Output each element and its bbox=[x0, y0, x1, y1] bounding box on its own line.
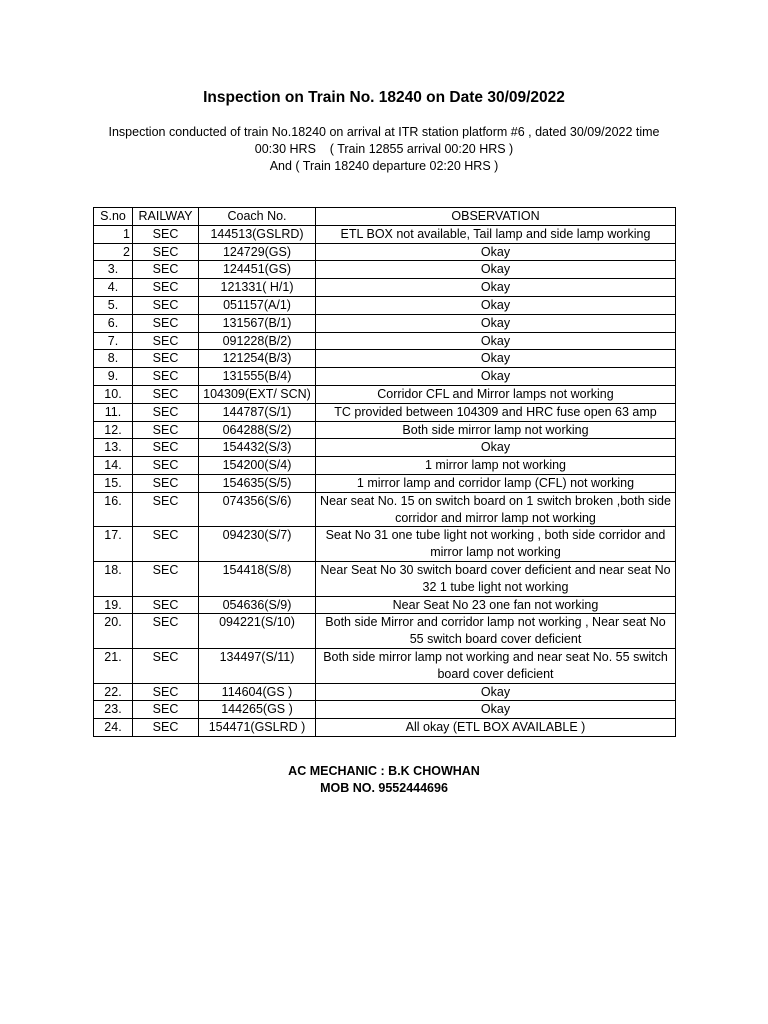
cell-railway: SEC bbox=[133, 648, 199, 683]
cell-railway: SEC bbox=[133, 614, 199, 649]
cell-railway: SEC bbox=[133, 596, 199, 614]
cell-coach-no: 064288(S/2) bbox=[199, 421, 316, 439]
document-title: Inspection on Train No. 18240 on Date 30/09/2022 bbox=[203, 89, 565, 106]
table-body bbox=[94, 225, 676, 736]
table-row bbox=[94, 421, 676, 439]
cell-observation: Near Seat No 30 switch board cover deficient and near seat No 32 1 tube light not working bbox=[316, 561, 676, 596]
cell-coach-no: 054636(S/9) bbox=[199, 596, 316, 614]
cell-coach-no: 124729(GS) bbox=[199, 243, 316, 261]
cell-sno: 22. bbox=[94, 683, 133, 701]
cell-coach-no: 131555(B/4) bbox=[199, 368, 316, 386]
cell-railway: SEC bbox=[133, 243, 199, 261]
cell-railway: SEC bbox=[133, 527, 199, 562]
cell-coach-no: 094230(S/7) bbox=[199, 527, 316, 562]
cell-sno: 8. bbox=[94, 350, 133, 368]
table-row bbox=[94, 314, 676, 332]
cell-sno: 18. bbox=[94, 561, 133, 596]
cell-observation: Corridor CFL and Mirror lamps not working bbox=[316, 385, 676, 403]
header-observation: OBSERVATION bbox=[316, 208, 676, 226]
table-row bbox=[94, 261, 676, 279]
table-header-row bbox=[94, 208, 676, 226]
cell-observation: Okay bbox=[316, 701, 676, 719]
cell-observation: Okay bbox=[316, 296, 676, 314]
cell-coach-no: 154200(S/4) bbox=[199, 457, 316, 475]
cell-observation: Okay bbox=[316, 683, 676, 701]
cell-railway: SEC bbox=[133, 683, 199, 701]
cell-coach-no: 091228(B/2) bbox=[199, 332, 316, 350]
cell-observation: Near Seat No 23 one fan not working bbox=[316, 596, 676, 614]
inspection-table bbox=[93, 207, 676, 737]
cell-sno: 16. bbox=[94, 492, 133, 527]
cell-coach-no: 154432(S/3) bbox=[199, 439, 316, 457]
intro-line-1: Inspection conducted of train No.18240 on arrival at ITR station platform #6 , dated 30/09/2022 time bbox=[108, 125, 660, 139]
cell-coach-no: 154635(S/5) bbox=[199, 474, 316, 492]
cell-railway: SEC bbox=[133, 474, 199, 492]
table-row bbox=[94, 457, 676, 475]
cell-railway: SEC bbox=[133, 332, 199, 350]
cell-railway: SEC bbox=[133, 403, 199, 421]
table-row bbox=[94, 368, 676, 386]
cell-observation: 1 mirror lamp and corridor lamp (CFL) not working bbox=[316, 474, 676, 492]
table-row bbox=[94, 225, 676, 243]
cell-observation: ETL BOX not available, Tail lamp and side lamp working bbox=[316, 225, 676, 243]
cell-observation: Okay bbox=[316, 332, 676, 350]
cell-observation: Both side mirror lamp not working and near seat No. 55 switch board cover deficient bbox=[316, 648, 676, 683]
cell-railway: SEC bbox=[133, 421, 199, 439]
cell-railway: SEC bbox=[133, 457, 199, 475]
table-row bbox=[94, 527, 676, 562]
cell-sno: 15. bbox=[94, 474, 133, 492]
cell-coach-no: 121331( H/1) bbox=[199, 279, 316, 297]
cell-sno: 3. bbox=[94, 261, 133, 279]
cell-sno: 9. bbox=[94, 368, 133, 386]
cell-railway: SEC bbox=[133, 385, 199, 403]
cell-observation: Seat No 31 one tube light not working , both side corridor and mirror lamp not working bbox=[316, 527, 676, 562]
table-row bbox=[94, 561, 676, 596]
table-row bbox=[94, 614, 676, 649]
cell-sno: 10. bbox=[94, 385, 133, 403]
cell-observation: Both side mirror lamp not working bbox=[316, 421, 676, 439]
cell-observation: TC provided between 104309 and HRC fuse open 63 amp bbox=[316, 403, 676, 421]
cell-coach-no: 074356(S/6) bbox=[199, 492, 316, 527]
cell-observation: Both side Mirror and corridor lamp not working , Near seat No 55 switch board cover deficient bbox=[316, 614, 676, 649]
table-row bbox=[94, 701, 676, 719]
cell-railway: SEC bbox=[133, 439, 199, 457]
cell-sno: 20. bbox=[94, 614, 133, 649]
mechanic-name: AC MECHANIC : B.K CHOWHAN bbox=[288, 764, 480, 778]
cell-coach-no: 134497(S/11) bbox=[199, 648, 316, 683]
cell-coach-no: 094221(S/10) bbox=[199, 614, 316, 649]
intro-line-3: And ( Train 18240 departure 02:20 HRS ) bbox=[269, 159, 499, 173]
header-railway: RAILWAY bbox=[133, 208, 199, 226]
table-row bbox=[94, 648, 676, 683]
cell-railway: SEC bbox=[133, 261, 199, 279]
cell-sno: 1 bbox=[94, 225, 133, 243]
cell-sno: 7. bbox=[94, 332, 133, 350]
cell-observation: Okay bbox=[316, 243, 676, 261]
cell-sno: 5. bbox=[94, 296, 133, 314]
table-row bbox=[94, 279, 676, 297]
table-row bbox=[94, 403, 676, 421]
cell-railway: SEC bbox=[133, 719, 199, 737]
cell-coach-no: 051157(A/1) bbox=[199, 296, 316, 314]
cell-observation: All okay (ETL BOX AVAILABLE ) bbox=[316, 719, 676, 737]
cell-sno: 19. bbox=[94, 596, 133, 614]
cell-sno: 4. bbox=[94, 279, 133, 297]
cell-sno: 17. bbox=[94, 527, 133, 562]
table-row bbox=[94, 296, 676, 314]
header-sno: S.no bbox=[94, 208, 133, 226]
cell-observation: Near seat No. 15 on switch board on 1 switch broken ,both side corridor and mirror lamp not working bbox=[316, 492, 676, 527]
cell-railway: SEC bbox=[133, 368, 199, 386]
cell-railway: SEC bbox=[133, 492, 199, 527]
intro-line-2: 00:30 HRS ( Train 12855 arrival 00:20 HRS ) bbox=[254, 142, 514, 156]
table-row bbox=[94, 243, 676, 261]
cell-coach-no: 154471(GSLRD ) bbox=[199, 719, 316, 737]
cell-coach-no: 124451(GS) bbox=[199, 261, 316, 279]
cell-sno: 2 bbox=[94, 243, 133, 261]
cell-coach-no: 131567(B/1) bbox=[199, 314, 316, 332]
cell-observation: Okay bbox=[316, 314, 676, 332]
cell-observation: Okay bbox=[316, 279, 676, 297]
table-row bbox=[94, 439, 676, 457]
cell-observation: 1 mirror lamp not working bbox=[316, 457, 676, 475]
table-row bbox=[94, 683, 676, 701]
cell-coach-no: 144265(GS ) bbox=[199, 701, 316, 719]
cell-sno: 13. bbox=[94, 439, 133, 457]
cell-sno: 21. bbox=[94, 648, 133, 683]
cell-coach-no: 144513(GSLRD) bbox=[199, 225, 316, 243]
table-row bbox=[94, 719, 676, 737]
cell-sno: 24. bbox=[94, 719, 133, 737]
cell-sno: 14. bbox=[94, 457, 133, 475]
cell-coach-no: 121254(B/3) bbox=[199, 350, 316, 368]
cell-coach-no: 154418(S/8) bbox=[199, 561, 316, 596]
cell-coach-no: 104309(EXT/ SCN) bbox=[199, 385, 316, 403]
cell-coach-no: 144787(S/1) bbox=[199, 403, 316, 421]
cell-sno: 12. bbox=[94, 421, 133, 439]
cell-sno: 11. bbox=[94, 403, 133, 421]
table-row bbox=[94, 596, 676, 614]
table-row bbox=[94, 332, 676, 350]
cell-observation: Okay bbox=[316, 368, 676, 386]
cell-observation: Okay bbox=[316, 439, 676, 457]
cell-coach-no: 114604(GS ) bbox=[199, 683, 316, 701]
table-row bbox=[94, 385, 676, 403]
header-coach-no: Coach No. bbox=[199, 208, 316, 226]
cell-railway: SEC bbox=[133, 296, 199, 314]
cell-railway: SEC bbox=[133, 225, 199, 243]
mobile-number: MOB NO. 9552444696 bbox=[320, 780, 448, 795]
cell-railway: SEC bbox=[133, 279, 199, 297]
cell-observation: Okay bbox=[316, 261, 676, 279]
cell-sno: 6. bbox=[94, 314, 133, 332]
cell-railway: SEC bbox=[133, 350, 199, 368]
signature-block bbox=[0, 763, 768, 796]
cell-railway: SEC bbox=[133, 314, 199, 332]
cell-sno: 23. bbox=[94, 701, 133, 719]
cell-railway: SEC bbox=[133, 701, 199, 719]
intro-paragraph bbox=[88, 124, 680, 175]
table-row bbox=[94, 350, 676, 368]
table-row bbox=[94, 492, 676, 527]
cell-railway: SEC bbox=[133, 561, 199, 596]
cell-observation: Okay bbox=[316, 350, 676, 368]
table-row bbox=[94, 474, 676, 492]
